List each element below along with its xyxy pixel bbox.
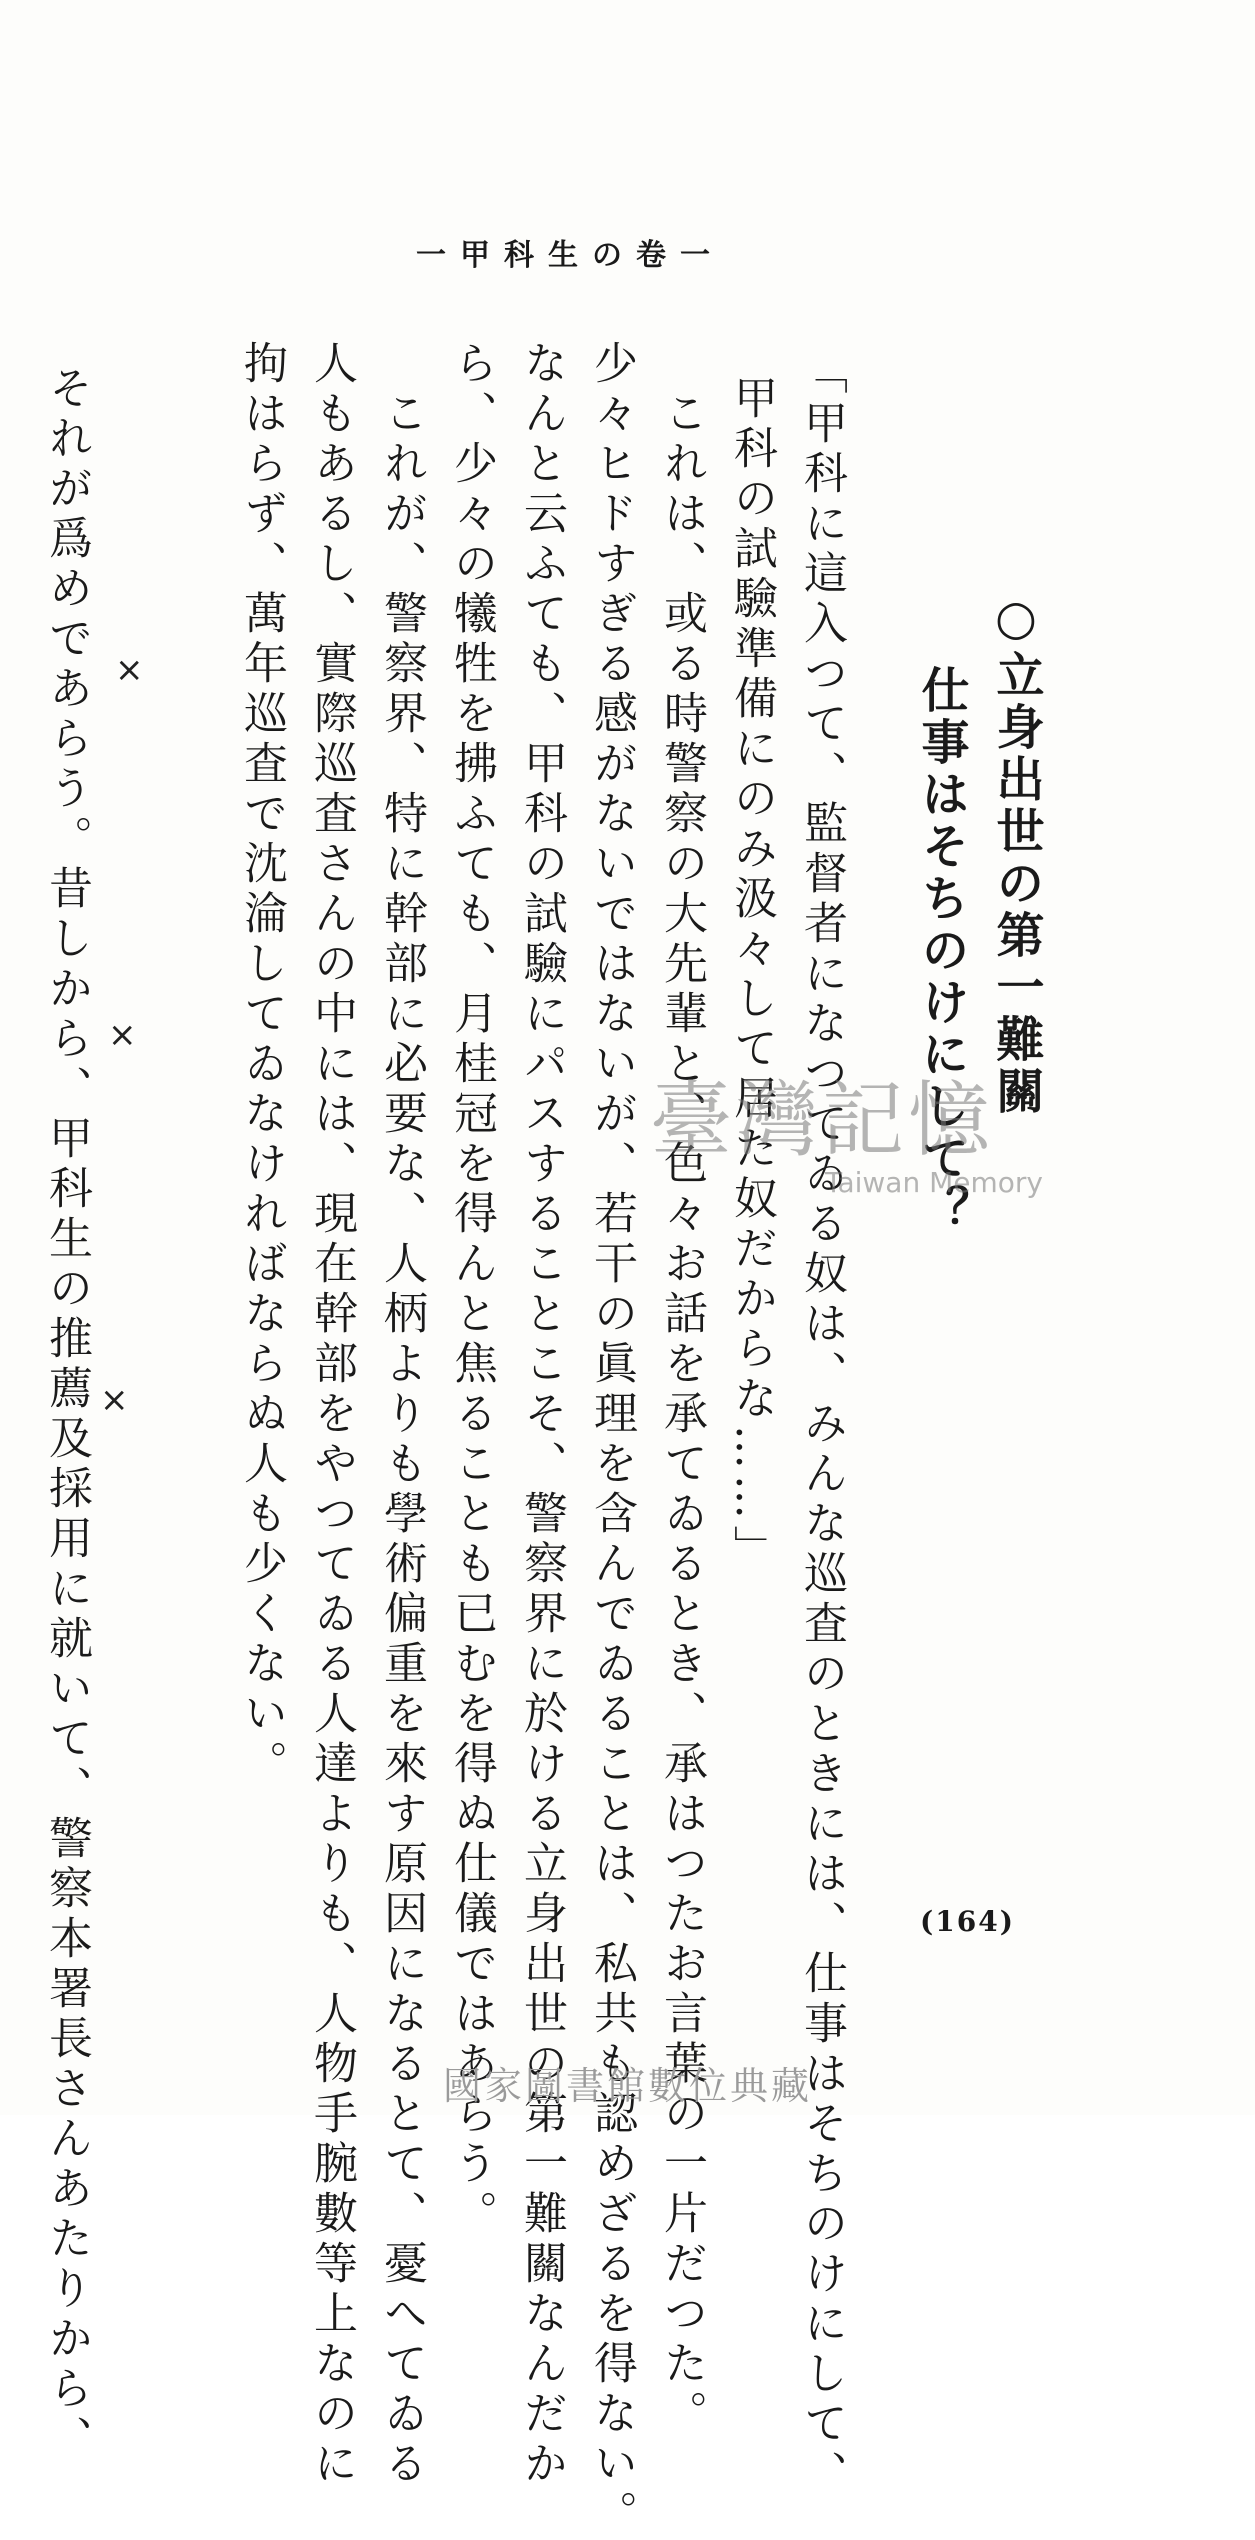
text-column-6: ら、少々の犧牲を拂ふても、月桂冠を得んと焦ることも已むを得ぬ仕儀ではあらう。	[446, 340, 497, 2240]
page-number: (164)	[920, 1905, 1015, 1938]
text-column-1: 「甲科に這入つて、監督者になつてゐる奴は、みんな巡査のときには、仕事はそちのけにして、	[796, 350, 847, 2500]
text-column-9: 拘はらず、萬年巡査で沈淪してゐなければならぬ人も少くない。	[236, 340, 287, 1790]
section-subheading: 仕事はそちのけにして？	[913, 665, 969, 1237]
text-column-10: それが爲めであらう。昔しから、甲科生の推薦及採用に就いて、警察本署長さんあたりから、	[41, 365, 92, 2465]
text-column-4: 少々ヒドすぎる感がないではないが、若干の眞理を含んでゐることは、私共も認めざるを得ない。	[586, 340, 637, 2540]
section-heading: ○立身出世の第一難關	[988, 590, 1044, 1118]
watermark-subtext: Taiwan Memory	[825, 1166, 1043, 1199]
text-column-3: これは、或る時警察の大先輩と、色々お話を承てゐるとき、承はつたお言葉の一片だつた。	[656, 390, 707, 2440]
text-column-5: なんと云ふても、甲科の試驗にパスすることこそ、警察界に於ける立身出世の第一難關なんだか	[516, 340, 567, 2490]
text-column-7: これが、警察界、特に幹部に必要な、人柄よりも學術偏重を來す原因になるとて、憂へてゐる	[376, 390, 427, 2490]
section-break-mark: ×	[100, 1380, 129, 1420]
text-column-2: 甲科の試驗準備にのみ汲々して居た奴だからな……」	[726, 375, 777, 1575]
running-head: 一甲科生の卷一	[416, 238, 724, 273]
section-break-mark: ×	[115, 650, 144, 690]
archive-footer: 國家圖書館數位典藏	[442, 2064, 812, 2108]
section-break-mark: ×	[108, 1015, 137, 1055]
watermark-logo-text: 臺灣記憶	[650, 1073, 995, 1168]
text-column-8: 人もあるし、實際巡査さんの中には、現在幹部をやつてゐる人達よりも、人物手腕數等上なのに	[306, 340, 357, 2490]
